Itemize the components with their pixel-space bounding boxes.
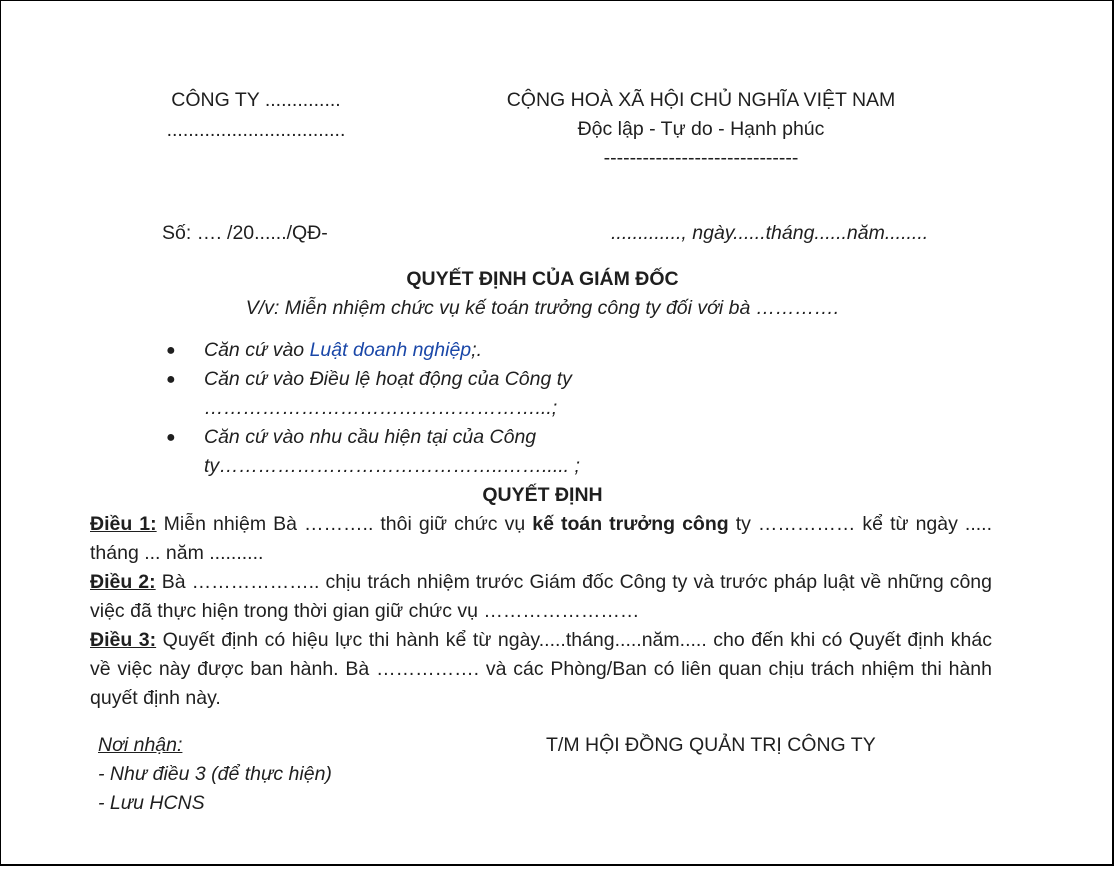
decision-number: Số: …. /20....../QĐ-	[162, 222, 328, 244]
basis-item-1	[204, 339, 482, 362]
company-name-dots: .................................	[166, 119, 346, 141]
article-1-bold: kế toán trưởng công	[532, 513, 729, 535]
article-1-text: Miễn nhiệm Bà ……….. thôi giữ chức vụ	[156, 513, 533, 535]
basis-item-3-line1: Căn cứ vào nhu cầu hiện tại của Công	[204, 426, 537, 448]
basis-item-2-line2: ……………………………………………...;	[204, 397, 558, 419]
article-2	[90, 568, 992, 626]
company-name: CÔNG TY ..............	[171, 89, 341, 111]
bullet-icon: ●	[166, 342, 176, 359]
bullet-icon: ●	[166, 429, 176, 446]
signatory-title: T/M HỘI ĐỒNG QUẢN TRỊ CÔNG TY	[546, 734, 876, 756]
basis-1-prefix: Căn cứ vào	[204, 339, 310, 361]
place-date: ............., ngày......tháng......năm........	[611, 222, 929, 244]
article-3	[90, 626, 992, 713]
article-1-label: Điều 1:	[90, 513, 157, 535]
document-title: QUYẾT ĐỊNH CỦA GIÁM ĐỐC	[406, 268, 679, 290]
article-1-text-after: ty …………… kể từ ngày ..... tháng ... năm ..........	[90, 513, 992, 564]
document-subject: V/v: Miễn nhiệm chức vụ kế toán trưởng công ty đối với bà ………….	[245, 297, 840, 319]
basis-1-suffix: ;.	[471, 339, 482, 361]
national-title: CỘNG HOÀ XÃ HỘI CHỦ NGHĨA VIỆT NAM	[506, 89, 896, 111]
national-motto: Độc lập - Tự do - Hạnh phúc	[577, 118, 825, 140]
law-link[interactable]: Luật doanh nghiệp	[309, 339, 472, 361]
decision-heading: QUYẾT ĐỊNH	[482, 484, 603, 506]
recipient-item: - Như điều 3 (để thực hiện)	[98, 763, 332, 785]
basis-item-2-line1: Căn cứ vào Điều lệ hoạt động của Công ty	[204, 368, 572, 390]
header-separator: ------------------------------	[603, 147, 799, 169]
article-2-label: Điều 2:	[90, 571, 156, 593]
bullet-icon: ●	[166, 371, 176, 388]
article-2-text: Bà ……………….. chịu trách nhiệm trước Giám đốc Công ty và trước pháp luật về những công việc đã thực hiện trong thời gian giữ chức vụ ……………………	[90, 571, 992, 622]
recipient-item: - Lưu HCNS	[98, 792, 205, 814]
article-3-text: Quyết định có hiệu lực thi hành kể từ ngày.....tháng.....năm..... cho đến khi có Quyết định khác về việc này được ban hành. Bà ……………. và các Phòng/Ban có liên quan chịu trách nhiệm thi hành quyết định này.	[90, 629, 992, 709]
article-3-label: Điều 3:	[90, 629, 157, 651]
article-1	[90, 510, 992, 568]
basis-item-3-line2: ty……………………………………..……..... ;	[204, 455, 580, 477]
recipients-label: Nơi nhận:	[98, 734, 183, 756]
